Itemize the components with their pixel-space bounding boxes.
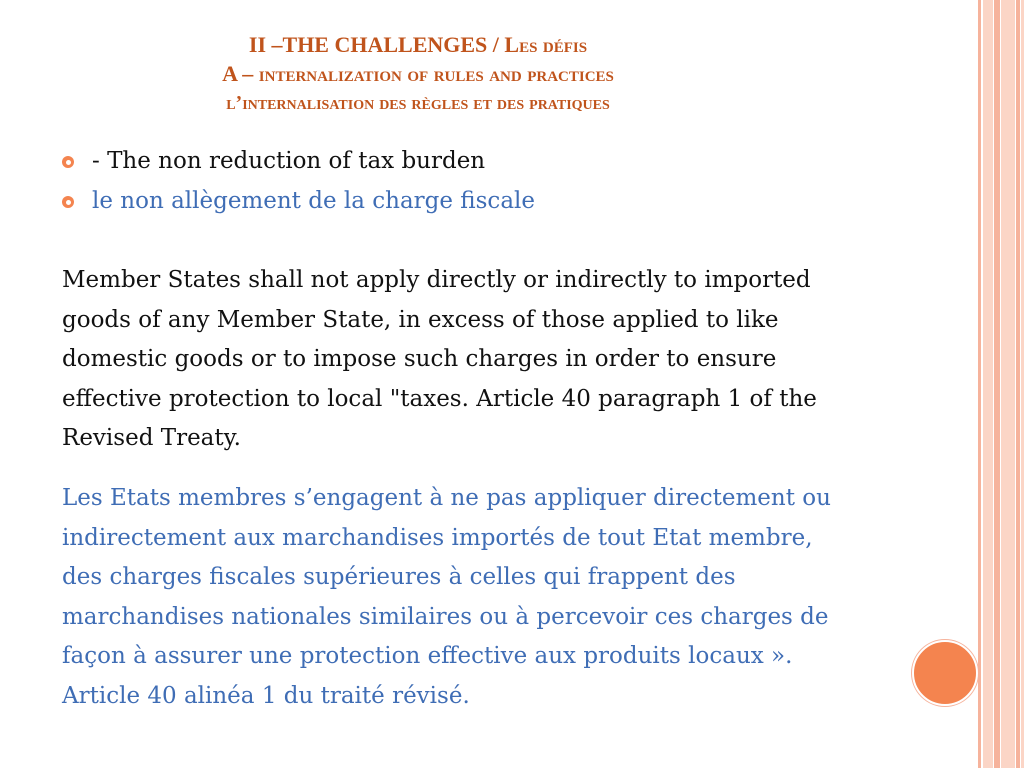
paragraph-line: Les Etats membres s’engagent à ne pas appliquer directement ou — [62, 485, 831, 511]
english-paragraph — [62, 261, 942, 459]
paragraph-line: Revised Treaty. — [62, 425, 241, 452]
title-line-1-smallcaps: Les défis — [504, 32, 588, 57]
decorative-stripe — [983, 0, 993, 768]
decorative-stripe — [1016, 0, 1020, 768]
title-line-2-smallcaps: internalization of rules and practices — [258, 61, 614, 86]
paragraph-line: Article 40 alinéa 1 du traité révisé. — [62, 682, 470, 709]
slide-title-line-2 — [60, 61, 776, 87]
decorative-stripe — [994, 0, 1000, 768]
paragraph-line: domestic goods or to impose such charges in order to ensure — [62, 346, 777, 373]
paragraph-line: effective protection to local "taxes. Article 40 paragraph 1 of the — [62, 385, 817, 412]
paragraph-line: des charges fiscales supérieures à celles qui frappent des — [62, 564, 736, 591]
title-line-3-smallcaps: l’internalisation des règles et des pratiques — [226, 92, 610, 114]
title-line-2-prefix: A – — [222, 61, 259, 86]
paragraph-line: goods of any Member State, in excess of those applied to like — [62, 306, 779, 333]
paragraph-line: marchandises nationales similaires ou à percevoir ces charges de — [62, 603, 829, 630]
paragraph-line: Member States shall not apply directly or indirectly to imported — [62, 267, 811, 293]
bullet-icon — [62, 156, 74, 168]
slide-title-line-1 — [60, 32, 776, 58]
paragraph-line: façon à assurer une protection effective aux produits locaux ». — [62, 643, 793, 670]
bullet-text-english: - The non reduction of tax burden — [92, 148, 486, 174]
title-line-1-prefix: II –THE CHALLENGES / — [248, 32, 505, 57]
french-paragraph — [62, 479, 942, 717]
bullet-icon — [62, 196, 74, 208]
decorative-stripe — [978, 0, 981, 768]
bullet-text-french: le non allègement de la charge fiscale — [92, 188, 535, 214]
decorative-stripe — [1001, 0, 1015, 768]
slide-title-line-3 — [60, 92, 776, 115]
paragraph-line: indirectement aux marchandises importés de tout Etat membre, — [62, 524, 813, 551]
